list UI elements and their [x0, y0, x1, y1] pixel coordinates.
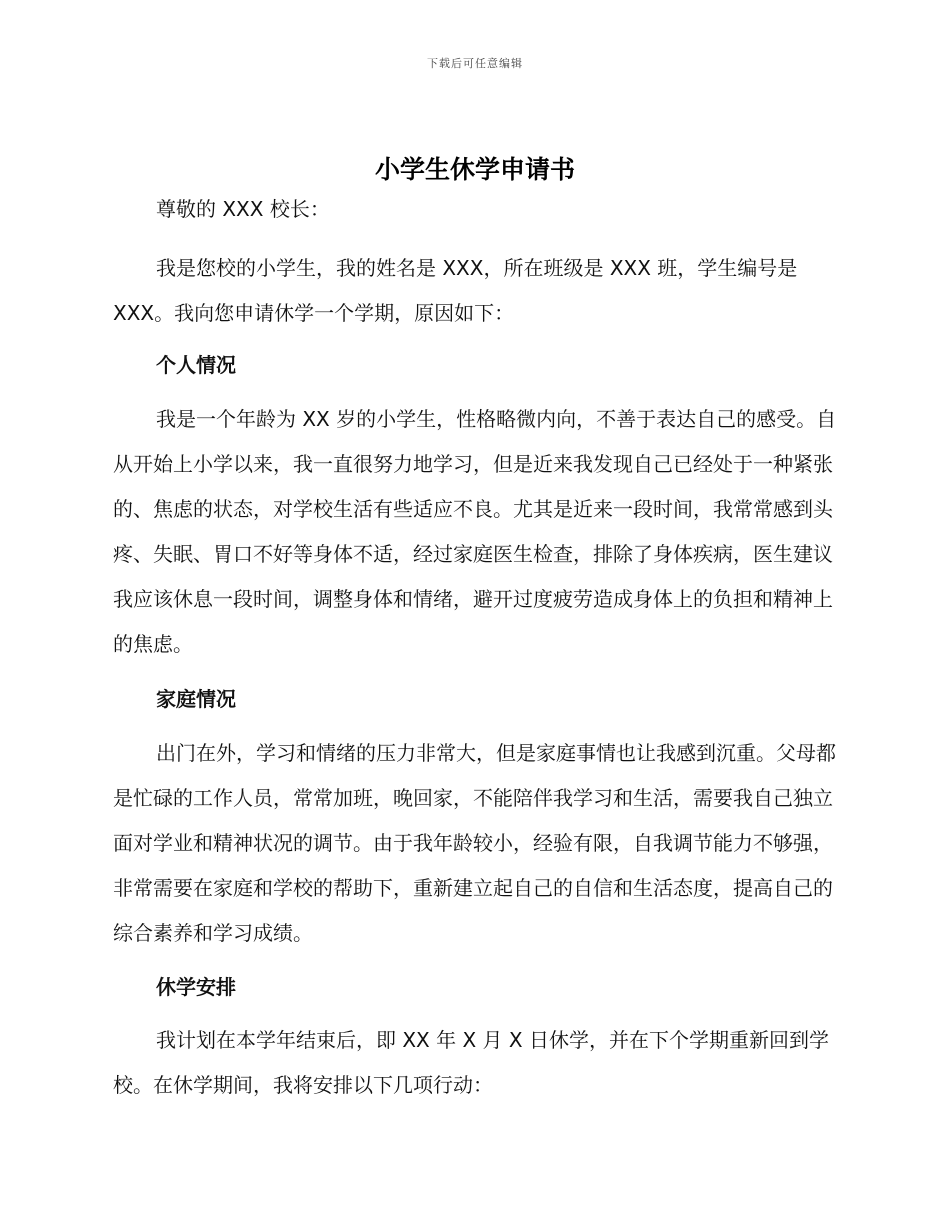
intro-paragraph: 我是您校的小学生，我的姓名是 XXX，所在班级是 XXX 班，学生编号是 XXX。我向您申请休学一个学期，原因如下： — [113, 256, 798, 325]
page-header-note: 下载后可任意编辑 — [427, 57, 523, 70]
section-text-arrangement: 我计划在本学年结束后，即 XX 年 X 月 X 日休学，并在下个学期重新回到学校。在休学期间，我将安排以下几项行动： — [113, 1028, 829, 1097]
section-heading-family: 家庭情况 — [156, 687, 236, 711]
salutation: 尊敬的 XXX 校长： — [156, 197, 330, 221]
section-text-family: 出门在外，学习和情绪的压力非常大，但是家庭事情也让我感到沉重。父母都是忙碌的工作人员，常常加班，晚回家，不能陪伴我学习和生活，需要我自己独立面对学业和精神状况的调节。由于我年龄较小，经验有限，自我调节能力不够强，非常需要在家庭和学校的帮助下，重新建立起自己的自信和生活态度，提高自己的综合素养和学习成绩。 — [113, 741, 836, 945]
section-heading-arrangement: 休学安排 — [156, 975, 236, 999]
section-text-personal: 我是一个年龄为 XX 岁的小学生，性格略微内向，不善于表达自己的感受。自从开始上小学以来，我一直很努力地学习，但是近来我发现自己已经处于一种紧张的、焦虑的状态，对学校生活有些适应不良。尤其是近来一段时间，我常常感到头疼、失眠、胃口不好等身体不适，经过家庭医生检查，排除了身体疾病，医生建议我应该休息一段时间，调整身体和情绪，避开过度疲劳造成身体上的负担和精神上的焦虑。 — [113, 407, 837, 656]
document-title: 小学生休学申请书 — [374, 155, 575, 184]
section-heading-personal: 个人情况 — [156, 353, 236, 377]
